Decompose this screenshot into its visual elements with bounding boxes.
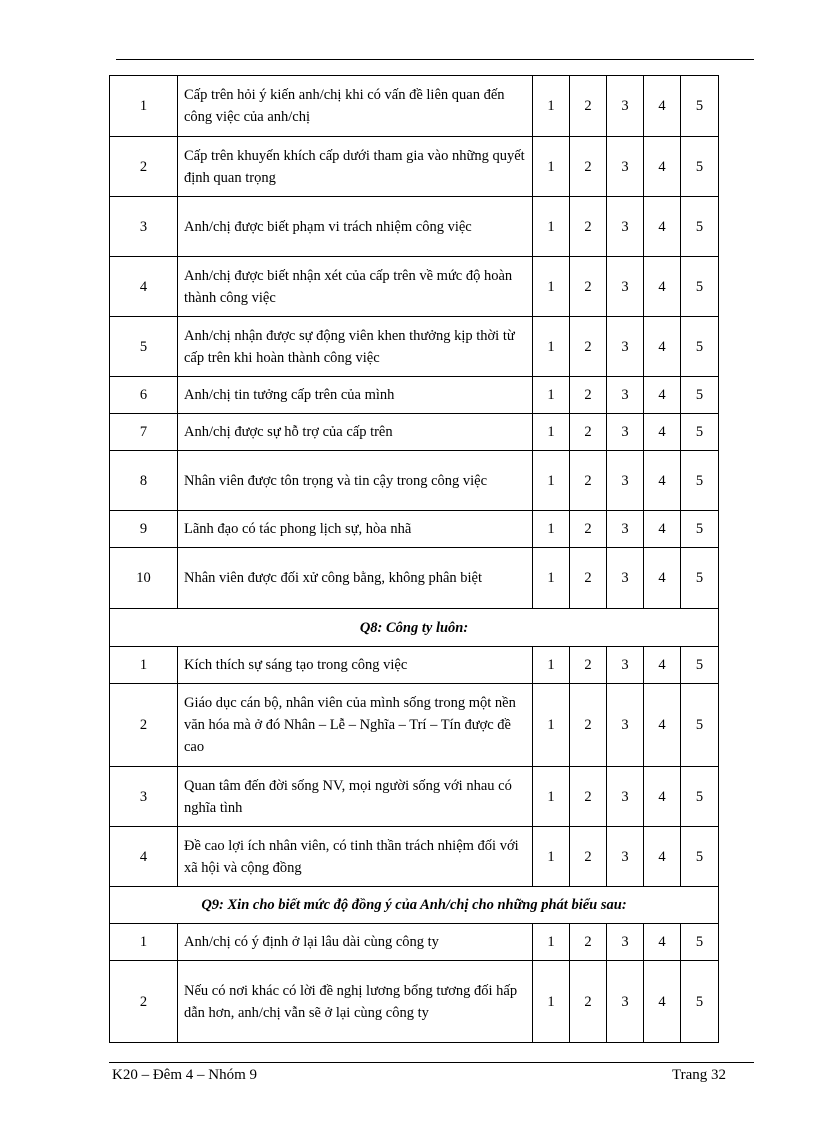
item-statement: Đề cao lợi ích nhân viên, có tinh thần trách nhiệm đối với xã hội và cộng đồng (178, 827, 533, 887)
table-row (110, 76, 719, 137)
item-number: 4 (110, 827, 178, 887)
score-option-3[interactable]: 3 (607, 137, 644, 197)
table-row (110, 137, 719, 197)
score-option-1[interactable]: 1 (533, 197, 570, 257)
score-option-5[interactable]: 5 (681, 548, 719, 609)
score-option-4[interactable]: 4 (644, 76, 681, 137)
table-row (110, 317, 719, 377)
item-number: 3 (110, 767, 178, 827)
item-statement: Anh/chị nhận được sự động viên khen thưởng kịp thời từ cấp trên khi hoàn thành công việc (178, 317, 533, 377)
score-option-1[interactable]: 1 (533, 257, 570, 317)
score-option-4[interactable]: 4 (644, 197, 681, 257)
score-option-5[interactable]: 5 (681, 197, 719, 257)
score-option-3[interactable]: 3 (607, 317, 644, 377)
score-option-4[interactable]: 4 (644, 511, 681, 548)
score-option-3[interactable]: 3 (607, 197, 644, 257)
score-option-1[interactable]: 1 (533, 827, 570, 887)
score-option-3[interactable]: 3 (607, 684, 644, 767)
item-number: 7 (110, 414, 178, 451)
score-option-3[interactable]: 3 (607, 377, 644, 414)
footer-rule (109, 1062, 754, 1063)
score-option-4[interactable]: 4 (644, 961, 681, 1043)
score-option-1[interactable]: 1 (533, 647, 570, 684)
table-row (110, 767, 719, 827)
score-option-5[interactable]: 5 (681, 647, 719, 684)
score-option-2[interactable]: 2 (570, 924, 607, 961)
score-option-2[interactable]: 2 (570, 76, 607, 137)
score-option-5[interactable]: 5 (681, 377, 719, 414)
score-option-2[interactable]: 2 (570, 451, 607, 511)
footer-page-number: Trang 32 (672, 1067, 727, 1083)
score-option-4[interactable]: 4 (644, 451, 681, 511)
item-number: 1 (110, 924, 178, 961)
score-option-4[interactable]: 4 (644, 767, 681, 827)
score-option-4[interactable]: 4 (644, 548, 681, 609)
score-option-3[interactable]: 3 (607, 827, 644, 887)
item-number: 4 (110, 257, 178, 317)
item-statement: Anh/chị tin tưởng cấp trên của mình (178, 377, 533, 414)
score-option-2[interactable]: 2 (570, 548, 607, 609)
item-statement: Kích thích sự sáng tạo trong công việc (178, 647, 533, 684)
score-option-1[interactable]: 1 (533, 767, 570, 827)
score-option-2[interactable]: 2 (570, 257, 607, 317)
score-option-5[interactable]: 5 (681, 961, 719, 1043)
item-number: 2 (110, 137, 178, 197)
score-option-1[interactable]: 1 (533, 451, 570, 511)
score-option-5[interactable]: 5 (681, 257, 719, 317)
section-title: Q9: Xin cho biết mức độ đồng ý của Anh/chị cho những phát biểu sau: (110, 887, 719, 924)
score-option-4[interactable]: 4 (644, 317, 681, 377)
score-option-2[interactable]: 2 (570, 684, 607, 767)
score-option-2[interactable]: 2 (570, 197, 607, 257)
section-title: Q8: Công ty luôn: (110, 609, 719, 647)
item-number: 10 (110, 548, 178, 609)
item-number: 6 (110, 377, 178, 414)
item-number: 9 (110, 511, 178, 548)
table-row (110, 414, 719, 451)
score-option-3[interactable]: 3 (607, 924, 644, 961)
score-option-3[interactable]: 3 (607, 961, 644, 1043)
score-option-4[interactable]: 4 (644, 137, 681, 197)
item-statement: Cấp trên khuyến khích cấp dưới tham gia vào những quyết định quan trọng (178, 137, 533, 197)
score-option-1[interactable]: 1 (533, 414, 570, 451)
table-row (110, 924, 719, 961)
item-number: 2 (110, 961, 178, 1043)
score-option-3[interactable]: 3 (607, 548, 644, 609)
table-row (110, 511, 719, 548)
item-statement: Nhân viên được đối xử công bằng, không phân biệt (178, 548, 533, 609)
item-number: 3 (110, 197, 178, 257)
score-option-3[interactable]: 3 (607, 647, 644, 684)
item-statement: Quan tâm đến đời sống NV, mọi người sống với nhau có nghĩa tình (178, 767, 533, 827)
footer-document-label: K20 – Đêm 4 – Nhóm 9 (112, 1067, 257, 1083)
score-option-2[interactable]: 2 (570, 137, 607, 197)
score-option-4[interactable]: 4 (644, 377, 681, 414)
section-header-q8 (110, 609, 719, 647)
item-statement: Nếu có nơi khác có lời đề nghị lương bổng tương đối hấp dẫn hơn, anh/chị vẫn sẽ ở lại cùng công ty (178, 961, 533, 1043)
score-option-5[interactable]: 5 (681, 451, 719, 511)
score-option-1[interactable]: 1 (533, 137, 570, 197)
score-option-1[interactable]: 1 (533, 511, 570, 548)
score-option-4[interactable]: 4 (644, 647, 681, 684)
score-option-3[interactable]: 3 (607, 414, 644, 451)
item-number: 1 (110, 647, 178, 684)
table-row (110, 548, 719, 609)
score-option-2[interactable]: 2 (570, 414, 607, 451)
survey-table (109, 75, 719, 1043)
score-option-1[interactable]: 1 (533, 76, 570, 137)
score-option-1[interactable]: 1 (533, 684, 570, 767)
item-number: 8 (110, 451, 178, 511)
item-statement: Anh/chị có ý định ở lại lâu dài cùng công ty (178, 924, 533, 961)
header-rule (116, 59, 754, 60)
score-option-4[interactable]: 4 (644, 684, 681, 767)
score-option-2[interactable]: 2 (570, 767, 607, 827)
table-row (110, 647, 719, 684)
score-option-2[interactable]: 2 (570, 511, 607, 548)
score-option-5[interactable]: 5 (681, 137, 719, 197)
score-option-1[interactable]: 1 (533, 377, 570, 414)
score-option-3[interactable]: 3 (607, 451, 644, 511)
score-option-5[interactable]: 5 (681, 76, 719, 137)
score-option-3[interactable]: 3 (607, 257, 644, 317)
item-statement: Anh/chị được biết phạm vi trách nhiệm công việc (178, 197, 533, 257)
table-row (110, 257, 719, 317)
score-option-5[interactable]: 5 (681, 684, 719, 767)
item-statement: Nhân viên được tôn trọng và tin cậy trong công việc (178, 451, 533, 511)
score-option-5[interactable]: 5 (681, 511, 719, 548)
score-option-2[interactable]: 2 (570, 377, 607, 414)
item-number: 1 (110, 76, 178, 137)
score-option-4[interactable]: 4 (644, 827, 681, 887)
score-option-5[interactable]: 5 (681, 317, 719, 377)
score-option-2[interactable]: 2 (570, 317, 607, 377)
table-row (110, 684, 719, 767)
item-number: 2 (110, 684, 178, 767)
item-number: 5 (110, 317, 178, 377)
score-option-5[interactable]: 5 (681, 767, 719, 827)
table-row (110, 827, 719, 887)
item-statement: Anh/chị được biết nhận xét của cấp trên về mức độ hoàn thành công việc (178, 257, 533, 317)
score-option-3[interactable]: 3 (607, 76, 644, 137)
score-option-5[interactable]: 5 (681, 924, 719, 961)
item-statement: Lãnh đạo có tác phong lịch sự, hòa nhã (178, 511, 533, 548)
table-row (110, 451, 719, 511)
score-option-1[interactable]: 1 (533, 961, 570, 1043)
score-option-4[interactable]: 4 (644, 924, 681, 961)
score-option-4[interactable]: 4 (644, 257, 681, 317)
item-statement: Cấp trên hỏi ý kiến anh/chị khi có vấn đề liên quan đến công việc của anh/chị (178, 76, 533, 137)
score-option-2[interactable]: 2 (570, 647, 607, 684)
table-row (110, 377, 719, 414)
item-statement: Anh/chị được sự hỗ trợ của cấp trên (178, 414, 533, 451)
score-option-1[interactable]: 1 (533, 924, 570, 961)
table-row (110, 197, 719, 257)
section-header-q9 (110, 887, 719, 924)
score-option-2[interactable]: 2 (570, 827, 607, 887)
score-option-1[interactable]: 1 (533, 548, 570, 609)
table-row (110, 961, 719, 1043)
score-option-5[interactable]: 5 (681, 827, 719, 887)
score-option-3[interactable]: 3 (607, 767, 644, 827)
score-option-2[interactable]: 2 (570, 961, 607, 1043)
item-statement: Giáo dục cán bộ, nhân viên của mình sống trong một nền văn hóa mà ở đó Nhân – Lễ – Nghĩa – Trí – Tín được đề cao (178, 684, 533, 767)
score-option-5[interactable]: 5 (681, 414, 719, 451)
score-option-4[interactable]: 4 (644, 414, 681, 451)
score-option-1[interactable]: 1 (533, 317, 570, 377)
score-option-3[interactable]: 3 (607, 511, 644, 548)
